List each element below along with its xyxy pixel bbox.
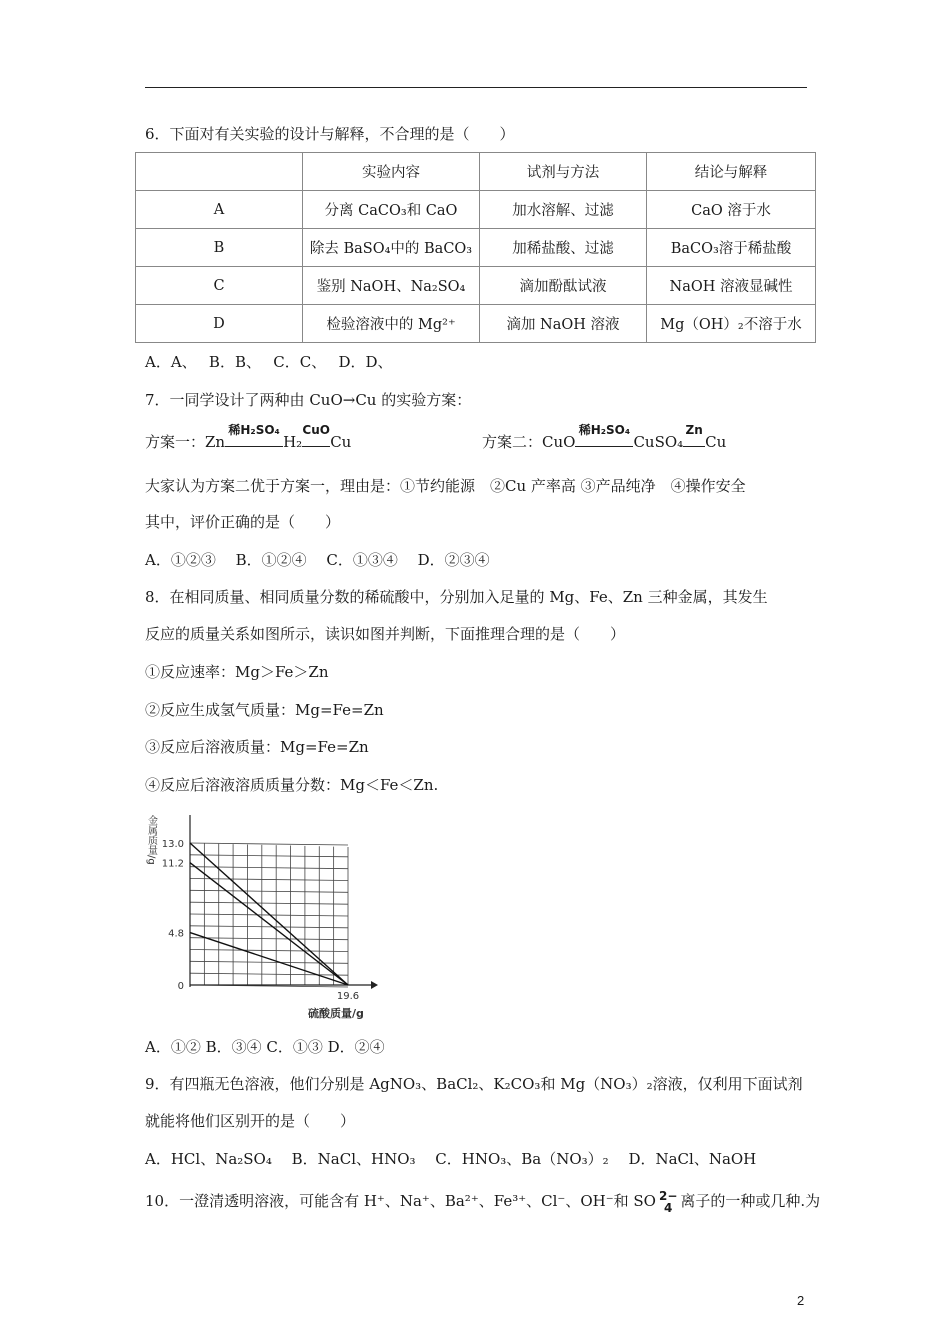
grid-line [190,938,348,940]
q9-stem-2: 就能将他们区别开的是（ ） [145,1112,356,1130]
grid-line [190,867,348,869]
frac-bottom: 4 [663,1201,673,1215]
q8-stem-1: 8．在相同质量、相同质量分数的稀硫酸中，分别加入足量的 Mg、Fe、Zn 三种金属，其发生 [145,588,768,606]
q8-graph [143,805,388,1025]
page-number: 2 [797,1293,805,1308]
q7-plan2 [482,423,727,452]
y-tick-label: 4.8 [168,928,184,940]
q7-question: 其中，评价正确的是（ ） [145,513,341,531]
q8-statement-4: ④反应后溶液溶质质量分数：Mg＜Fe＜Zn. [145,776,439,794]
reaction-arrow [683,423,705,452]
q9-stem-1: 9．有四瓶无色溶液，他们分别是 AgNO₃、BaCl₂、K₂CO₃和 Mg（NO₃）₂溶液，仅利用下面试剂 [145,1075,803,1093]
plan1-mid: H₂ [283,433,303,451]
q8-statement-3: ③反应后溶液质量：Mg=Fe=Zn [145,738,369,756]
plan1-end: Cu [330,433,352,451]
q6-stem: 6．下面对有关实验的设计与解释，不合理的是（ ） [145,125,515,143]
plan2-label: 方案二：CuO [482,433,576,451]
row-label: A [136,191,303,229]
q10-stem-part1: 10．一澄清透明溶液，可能含有 H⁺、Na⁺、Ba²⁺、Fe³⁺、Cl⁻、OH⁻和 SO [145,1192,656,1210]
arrow-reagent: 稀H₂SO₄ [228,423,280,437]
q8-stem-2: 反应的质量关系如图所示，读识如图并判断，下面推理合理的是（ ） [145,625,626,643]
q8-statement-1: ①反应速率：Mg＞Fe＞Zn [145,663,329,681]
row-label: D [136,305,303,343]
grid-line [190,855,348,857]
table-row [136,267,816,305]
row-conclusion: CaO 溶于水 [647,191,816,229]
table-header-cell: 结论与解释 [647,153,816,191]
table-header-cell [136,153,303,191]
sulfate-fraction [659,1190,677,1214]
x-axis-arrow [371,981,378,989]
arrow-reagent: CuO [302,423,330,437]
row-label: C [136,267,303,305]
row-conclusion: Mg（OH）₂不溶于水 [647,305,816,343]
row-content: 分离 CaCO₃和 CaO [303,191,480,229]
grid-line [190,926,348,928]
reaction-arrow [225,423,283,452]
table-row [136,191,816,229]
reaction-arrow [575,423,633,452]
table-header-row [136,153,816,191]
x-axis-label: 硫酸质量/g [308,1007,364,1020]
grid-line [190,950,348,952]
q10-stem-part2: 离子的一种或几种.为 [680,1192,821,1210]
table-header-cell: 实验内容 [303,153,480,191]
q9-options: A．HCl、Na₂SO₄ B．NaCl、HNO₃ C．HNO₃、Ba（NO₃）₂ D．NaCl、NaOH [145,1150,757,1168]
row-content: 鉴别 NaOH、Na₂SO₄ [303,267,480,305]
q7-plan1 [145,423,352,452]
q7-stem: 7．一同学设计了两种由 CuO→Cu 的实验方案： [145,391,472,409]
q10-stem [145,1190,820,1214]
row-method: 加稀盐酸、过滤 [480,229,647,267]
y-axis-label: 金属质量/g [145,815,157,865]
reaction-arrow [302,423,330,452]
table-row [136,229,816,267]
grid-line [190,902,348,904]
grid-line [190,843,348,845]
row-method: 滴加酚酞试液 [480,267,647,305]
plan1-label: 方案一：Zn [145,433,226,451]
q7-options: A．①②③ B．①②④ C．①③④ D．②③④ [145,551,490,569]
y-tick-label: 0 [177,981,184,992]
arrow-reagent: Zn [685,423,703,437]
grid-line [190,973,348,975]
row-method: 加水溶解、过滤 [480,191,647,229]
row-label: B [136,229,303,267]
q7-reason: 大家认为方案二优于方案一，理由是：①节约能源 ②Cu 产率高 ③产品纯净 ④操作安全 [145,477,746,495]
q8-statement-2: ②反应生成氢气质量：Mg=Fe=Zn [145,701,384,719]
row-conclusion: BaCO₃溶于稀盐酸 [647,229,816,267]
row-content: 检验溶液中的 Mg²⁺ [303,305,480,343]
table-header-cell: 试剂与方法 [480,153,647,191]
q6-options: A．A、 B．B、 C．C、 D．D、 [145,353,393,371]
table-row [136,305,816,343]
y-tick-label: 13.0 [161,839,184,850]
series-line [190,933,348,985]
frac-top: 2− [658,1189,678,1203]
plan2-mid: CuSO₄ [633,433,684,451]
q8-options: A．①② B．③④ C．①③ D．②④ [145,1038,385,1056]
row-content: 除去 BaSO₄中的 BaCO₃ [303,229,480,267]
x-tick-label: 19.6 [336,991,360,1002]
arrow-reagent: 稀H₂SO₄ [578,423,631,437]
header-rule [145,87,807,88]
graph-grid [190,815,378,989]
y-tick-label: 11.2 [161,858,184,870]
row-method: 滴加 NaOH 溶液 [480,305,647,343]
row-conclusion: NaOH 溶液显碱性 [647,267,816,305]
grid-line [190,890,348,892]
q6-table [135,152,816,343]
plan2-end: Cu [705,433,727,451]
series-line [190,863,348,985]
